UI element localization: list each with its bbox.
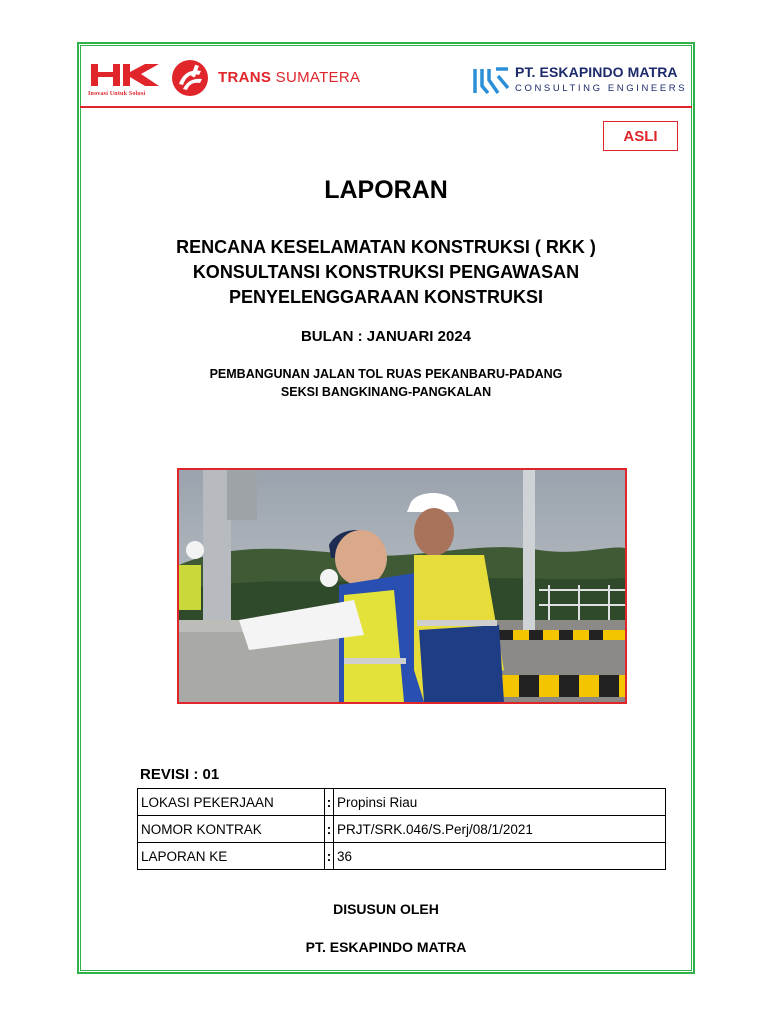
row-colon: : (325, 816, 334, 843)
trans-sumatera-logo-icon (171, 59, 209, 97)
row-value: Propinsi Riau (334, 789, 666, 816)
table-row (138, 816, 666, 843)
info-table (137, 788, 666, 870)
revision-label: REVISI : 01 (140, 766, 220, 783)
document-title: LAPORAN (324, 176, 448, 204)
row-colon: : (325, 843, 334, 870)
row-value: PRJT/SRK.046/S.Perj/08/1/2021 (334, 816, 666, 843)
trans-sumatera-wordmark-bold: TRANS (218, 69, 272, 86)
consultant-name: PT. ESKAPINDO MATRA (515, 64, 678, 80)
project-line: PEMBANGUNAN JALAN TOL RUAS PEKANBARU-PADANG (209, 367, 563, 381)
header-divider (80, 106, 692, 108)
consultant-subtitle: CONSULTING ENGINEERS (515, 83, 688, 94)
eskapindo-logo-icon (472, 66, 510, 96)
subtitle-line: KONSULTANSI KONSTRUKSI PENGAWASAN (192, 262, 580, 282)
document-subtitle (80, 235, 692, 310)
original-stamp: ASLI (603, 121, 678, 151)
row-label: LOKASI PEKERJAAN (138, 789, 325, 816)
trans-sumatera-wordmark-rest: SUMATERA (275, 69, 361, 86)
row-value: 36 (334, 843, 666, 870)
report-period: BULAN : JANUARI 2024 (300, 328, 472, 345)
prepared-by-label: DISUSUN OLEH (333, 901, 439, 917)
subtitle-line: PENYELENGGARAAN KONSTRUKSI (228, 287, 544, 307)
subtitle-line: RENCANA KESELAMATAN KONSTRUKSI ( RKK ) (176, 237, 596, 257)
row-label: LAPORAN KE (138, 843, 325, 870)
trans-sumatera-wordmark (218, 69, 360, 86)
row-colon: : (325, 789, 334, 816)
cover-photo-illustration (179, 470, 625, 702)
row-label: NOMOR KONTRAK (138, 816, 325, 843)
hk-tagline: Inovasi Untuk Solusi (88, 91, 146, 97)
table-row (138, 843, 666, 870)
prepared-by-company: PT. ESKAPINDO MATRA (305, 939, 467, 955)
cover-photo (177, 468, 627, 704)
project-line: SEKSI BANGKINANG-PANGKALAN (280, 385, 492, 399)
table-row (138, 789, 666, 816)
project-name (80, 365, 692, 401)
